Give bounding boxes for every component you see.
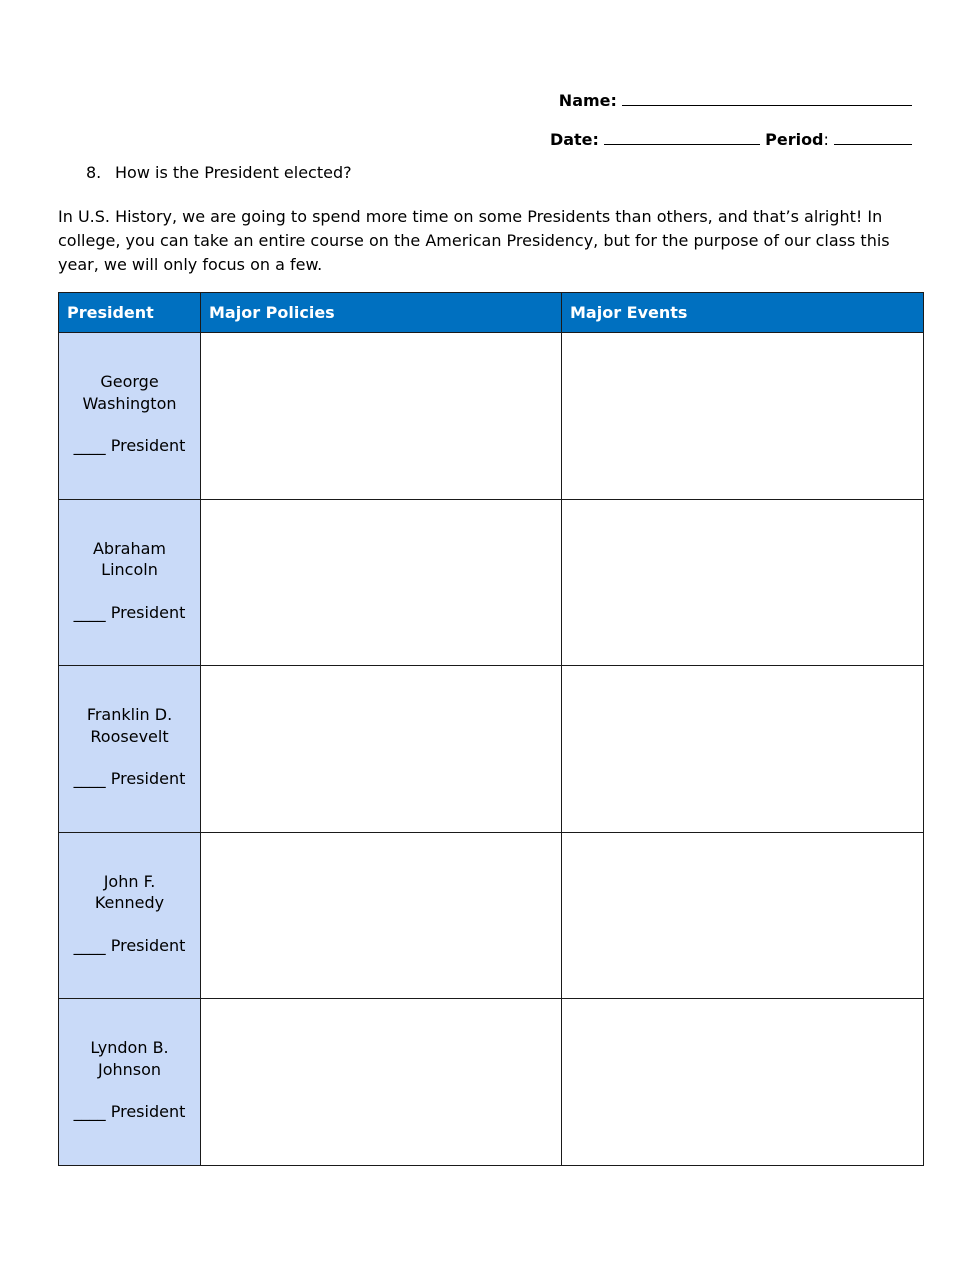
president-name-line2: Johnson bbox=[97, 1059, 162, 1079]
period-blank[interactable] bbox=[834, 129, 912, 145]
president-cell bbox=[59, 832, 201, 999]
president-name-line2: Kennedy bbox=[94, 893, 165, 913]
major-policies-cell[interactable] bbox=[201, 999, 562, 1166]
question-8 bbox=[86, 163, 352, 182]
major-policies-cell[interactable] bbox=[201, 333, 562, 500]
major-policies-cell[interactable] bbox=[201, 499, 562, 666]
table-row bbox=[59, 666, 924, 833]
question-text: How is the President elected? bbox=[115, 163, 352, 182]
intro-paragraph: In U.S. History, we are going to spend more time on some Presidents than others, and that’s alright! In college, you can take an entire course on the American Presidency, but for the purpose of our class this year, we will only focus on a few. bbox=[58, 207, 890, 274]
major-policies-cell[interactable] bbox=[201, 832, 562, 999]
president-cell bbox=[59, 333, 201, 500]
table-row bbox=[59, 999, 924, 1166]
table-row bbox=[59, 499, 924, 666]
major-events-cell[interactable] bbox=[562, 666, 924, 833]
president-ordinal[interactable]: ____ President bbox=[73, 769, 186, 789]
president-name-line2: Roosevelt bbox=[90, 726, 169, 746]
president-cell bbox=[59, 666, 201, 833]
president-name-line1: John F. bbox=[103, 871, 156, 891]
header-president: President bbox=[59, 293, 201, 333]
header-major-events: Major Events bbox=[562, 293, 924, 333]
president-name-line1: Franklin D. bbox=[86, 705, 173, 725]
table-row bbox=[59, 333, 924, 500]
major-events-cell[interactable] bbox=[562, 999, 924, 1166]
name-label: Name: bbox=[558, 91, 617, 110]
presidents-table bbox=[58, 292, 924, 1166]
president-name-line2: Washington bbox=[82, 393, 177, 413]
table-row bbox=[59, 832, 924, 999]
header-major-policies: Major Policies bbox=[201, 293, 562, 333]
major-events-cell[interactable] bbox=[562, 832, 924, 999]
name-blank[interactable] bbox=[622, 90, 912, 106]
table-header-row bbox=[59, 293, 924, 333]
president-ordinal[interactable]: ____ President bbox=[73, 602, 186, 622]
period-colon: : bbox=[823, 130, 829, 149]
president-name-line1: Abraham bbox=[92, 538, 166, 558]
president-cell bbox=[59, 999, 201, 1166]
major-events-cell[interactable] bbox=[562, 499, 924, 666]
major-policies-cell[interactable] bbox=[201, 666, 562, 833]
name-field[interactable] bbox=[559, 90, 912, 110]
period-label: Period bbox=[765, 130, 824, 149]
date-period-field bbox=[550, 129, 912, 149]
president-ordinal[interactable]: ____ President bbox=[73, 436, 186, 455]
date-blank[interactable] bbox=[604, 129, 760, 145]
president-name-line2: Lincoln bbox=[101, 560, 158, 580]
president-ordinal[interactable]: ____ President bbox=[73, 1102, 186, 1122]
president-ordinal[interactable]: ____ President bbox=[73, 935, 186, 955]
president-name-line1: George bbox=[100, 372, 159, 391]
date-label: Date: bbox=[549, 130, 599, 149]
major-events-cell[interactable] bbox=[562, 333, 924, 500]
president-cell bbox=[59, 499, 201, 666]
president-name-line1: Lyndon B. bbox=[90, 1038, 169, 1058]
question-number: 8. bbox=[86, 163, 102, 182]
